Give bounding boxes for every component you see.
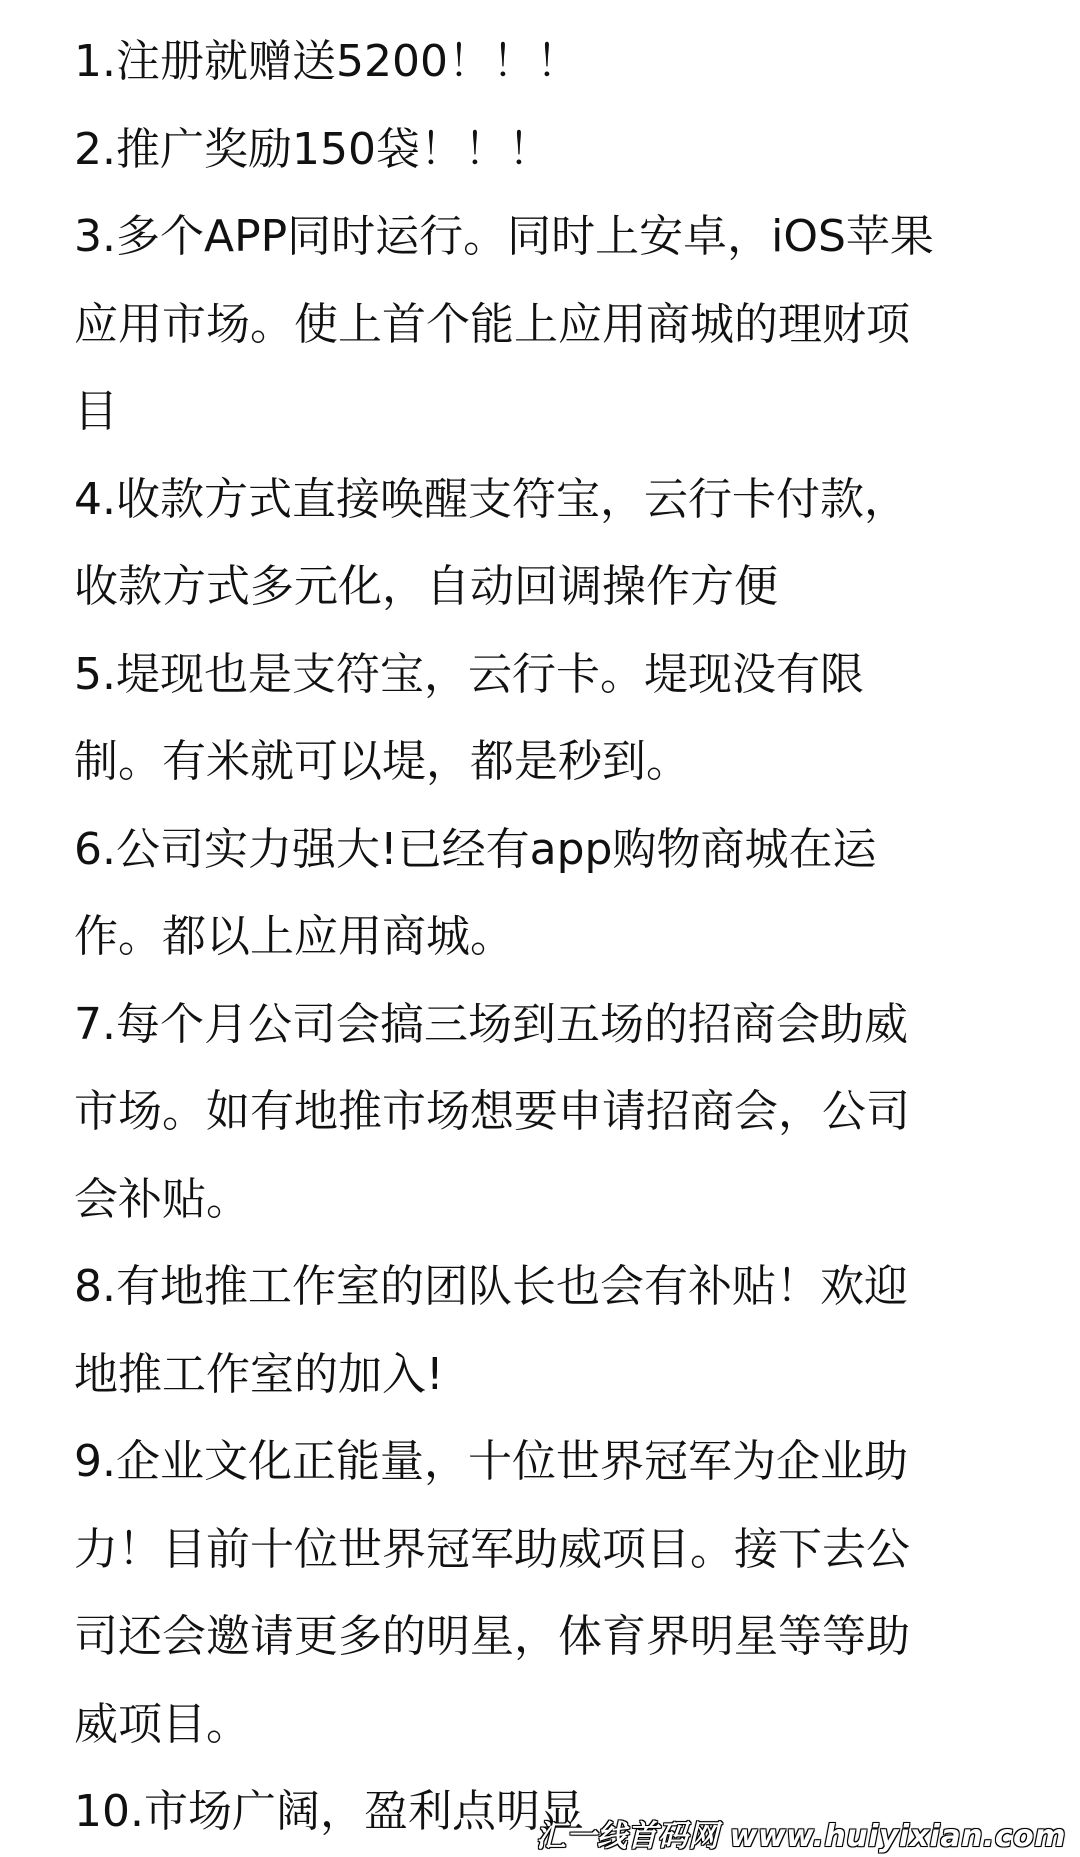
text-line: 目 <box>74 386 118 437</box>
text-line: 作。都以上应用商城。 <box>74 911 514 962</box>
text-line: 2.推广奖励150袋！！！ <box>74 123 552 175</box>
text-line: 市场。如有地推市场想要申请招商会，公司 <box>74 1086 910 1137</box>
text-line: 收款方式多元化，自动回调操作方便 <box>74 561 778 612</box>
text-line: 6.公司实力强大!已经有app购物商城在运 <box>74 823 877 875</box>
text-line: 1.注册就赠送5200！！！ <box>74 36 580 87</box>
text-line: 制。有米就可以堤，都是秒到。 <box>74 736 690 787</box>
text-line: 应用市场。使上首个能上应用商城的理财项 <box>74 298 910 350</box>
text-line: 威项目。 <box>74 1698 250 1750</box>
text-line: 3.多个APP同时运行。同时上安卓，iOS苹果 <box>74 211 934 262</box>
text-line: 8.有地推工作室的团队长也会有补贴！欢迎 <box>74 1261 908 1312</box>
text-line: 7.每个月公司会搞三场到五场的招商会助威 <box>74 998 908 1050</box>
text-line: 4.收款方式直接唤醒支符宝，云行卡付款， <box>74 473 908 525</box>
text-line: 司还会邀请更多的明星，体育界明星等等助 <box>74 1611 910 1662</box>
text-line: 5.堤现也是支符宝，云行卡。堤现没有限 <box>74 648 864 700</box>
text-line: 会补贴。 <box>74 1173 250 1225</box>
document-body <box>74 18 1040 1856</box>
site-watermark: 汇一线首码网 www.huiyixian.com <box>535 1819 1066 1854</box>
text-line: 力！目前十位世界冠军助威项目。接下去公 <box>74 1523 910 1575</box>
text-line: 10.市场广阔，盈利点明显 <box>74 1786 584 1837</box>
text-line: 9.企业文化正能量，十位世界冠军为企业助 <box>74 1436 908 1487</box>
text-line: 地推工作室的加入! <box>74 1348 444 1400</box>
